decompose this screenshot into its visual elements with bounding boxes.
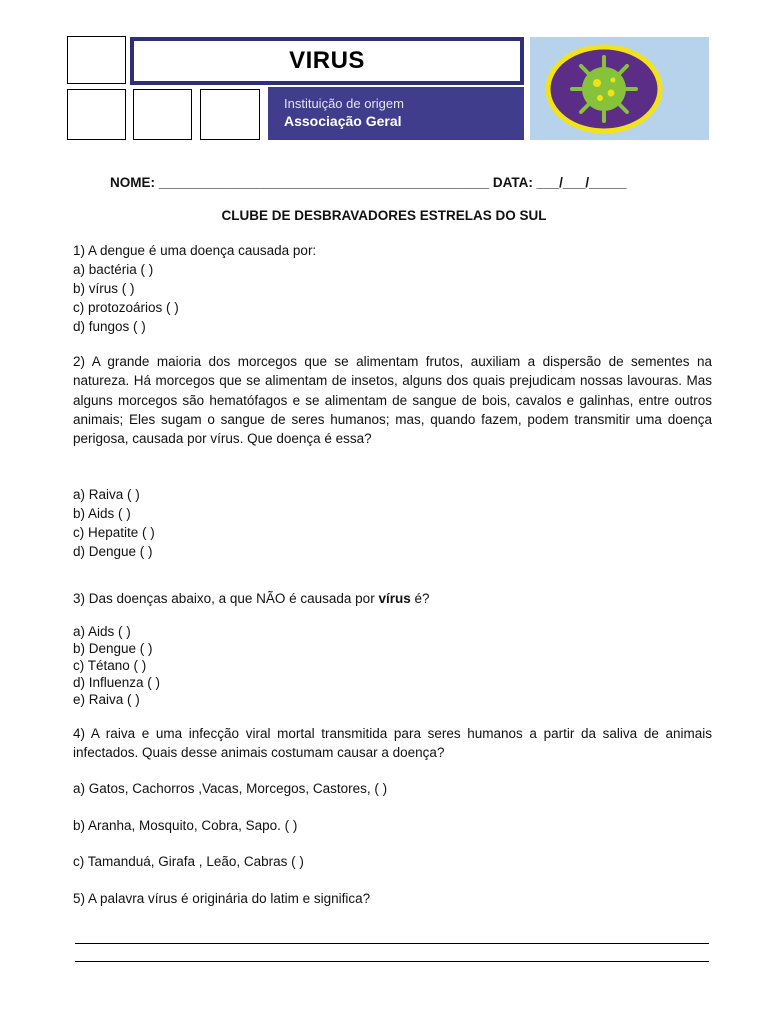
institution-name: Associação Geral: [284, 113, 402, 129]
q4-option-c: c) Tamanduá, Girafa , Leão, Cabras ( ): [73, 854, 304, 869]
q3-option-d: d) Influenza ( ): [73, 675, 161, 690]
header-box-top-left: [67, 36, 126, 84]
q4-option-b: b) Aranha, Mosquito, Cobra, Sapo. ( ): [73, 818, 298, 833]
page-title: VIRUS: [133, 40, 521, 82]
q2-text: 2) A grande maioria dos morcegos que se alimentam frutos, auxiliam a dispersão de sementes na natureza. Há morcegos que se alimentam de insetos, alguns dos quais prejudicam nossas lavouras. Mas alguns morcegos são hematófagos e se alimentam de sangue de bois, cavalos e galinhas, entre outros animais; Eles sugam o sangue de seres humanos; mas, quando fazem, podem transmitir uma doença perigosa, causada por vírus. Que doença é essa?: [73, 354, 712, 447]
q5-text: 5) A palavra vírus é originária do latim e significa?: [73, 891, 371, 906]
q3-text: [73, 589, 711, 608]
club-name: CLUBE DE DESBRAVADORES ESTRELAS DO SUL: [221, 208, 547, 223]
institution-label: Instituição de origem: [284, 96, 404, 111]
institution-banner: [268, 87, 524, 140]
q3-text-after: é?: [410, 591, 430, 606]
answer-line-2: [75, 961, 709, 962]
q1-option-c: c) protozoários ( ): [73, 300, 179, 315]
name-date-line: NOME: ____________________________________________ DATA: ___/___/_____: [110, 175, 627, 190]
title-banner: [130, 37, 524, 85]
q3-text-bold: vírus: [378, 591, 411, 606]
q4-text: 4) A raiva e uma infecção viral mortal transmitida para seres humanos a partir da saliva de animais infectados. Quais desse animais costumam causar a doença?: [73, 726, 712, 761]
answer-line-1: [75, 943, 709, 944]
q3-option-c: c) Tétano ( ): [73, 658, 147, 673]
virus-logo: [530, 37, 709, 140]
virus-logo-icon: [530, 37, 709, 140]
header-box-bottom-1: [67, 89, 126, 140]
q1-option-d: d) fungos ( ): [73, 319, 146, 334]
q1-text: 1) A dengue é uma doença causada por:: [73, 243, 317, 258]
q3-text-before: 3) Das doenças abaixo, a que NÃO é causada por: [73, 591, 379, 606]
q2-option-c: c) Hepatite ( ): [73, 525, 155, 540]
q1-option-b: b) vírus ( ): [73, 281, 135, 296]
q4-option-a: a) Gatos, Cachorros ,Vacas, Morcegos, Castores, ( ): [73, 781, 388, 796]
header-box-bottom-3: [200, 89, 260, 140]
q3-option-b: b) Dengue ( ): [73, 641, 153, 656]
q2-option-b: b) Aids ( ): [73, 506, 131, 521]
q1-option-a: a) bactéria ( ): [73, 262, 154, 277]
header-box-bottom-2: [133, 89, 192, 140]
q2-option-d: d) Dengue ( ): [73, 544, 153, 559]
q3-option-e: e) Raiva ( ): [73, 692, 140, 707]
q2-option-a: a) Raiva ( ): [73, 487, 140, 502]
q3-option-a: a) Aids ( ): [73, 624, 131, 639]
